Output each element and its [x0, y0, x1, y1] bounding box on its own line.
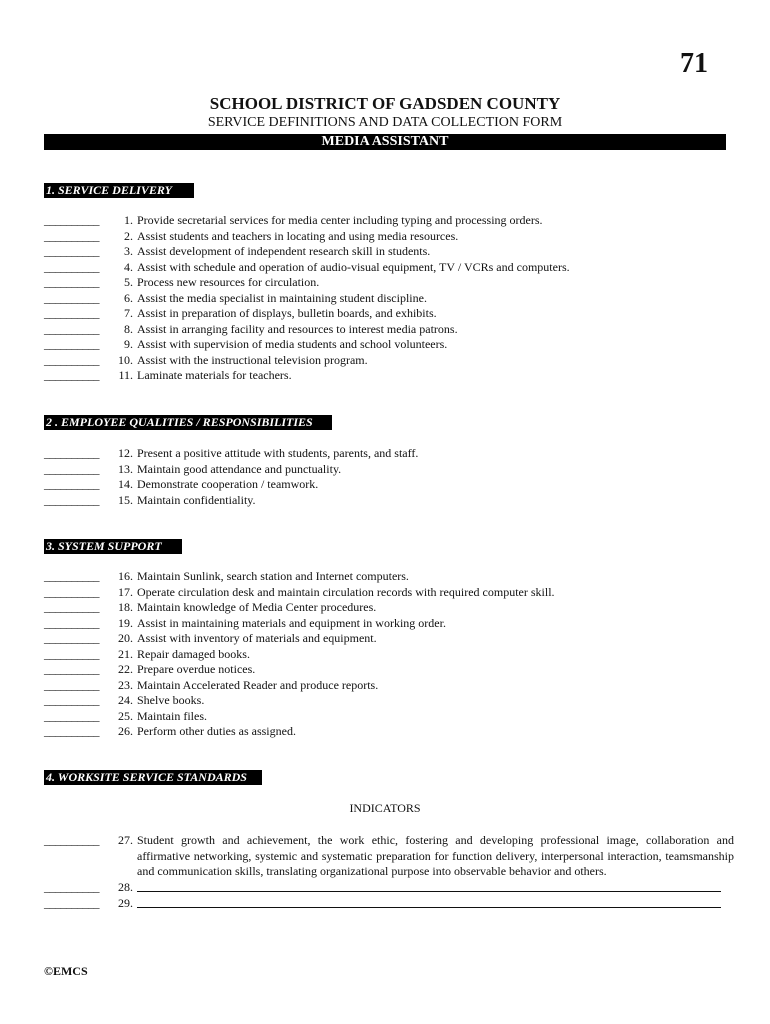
- item-number: 19.: [118, 615, 133, 630]
- list-item: [44, 306, 734, 322]
- list-item: [44, 631, 734, 647]
- list-item: [44, 693, 734, 709]
- item-number: 6.: [124, 290, 133, 305]
- list-item: [44, 322, 734, 338]
- blank-line[interactable]: __________: [44, 569, 99, 583]
- item-number: 4.: [124, 259, 133, 274]
- item-text: Assist in maintaining materials and equipment in working order.: [137, 615, 446, 630]
- list-item: [44, 647, 734, 663]
- list-item: [44, 368, 734, 384]
- list-item: [44, 477, 734, 493]
- footer-copyright: ©EMCS: [44, 964, 88, 978]
- list-item: [44, 462, 734, 478]
- item-text: Perform other duties as assigned.: [137, 724, 296, 738]
- item-number: 7.: [124, 306, 133, 320]
- item-text: Maintain Sunlink, search station and Internet computers.: [137, 569, 409, 583]
- item-number: 3.: [124, 244, 133, 258]
- item-number: 22.: [118, 662, 133, 676]
- blank-line[interactable]: __________: [44, 708, 99, 723]
- blank-line[interactable]: __________: [44, 879, 99, 894]
- blank-line[interactable]: __________: [44, 662, 99, 676]
- item-text: Laminate materials for teachers.: [137, 368, 292, 382]
- item-number: 8.: [124, 321, 133, 336]
- item-number: 16.: [118, 569, 133, 583]
- list-item: [44, 678, 734, 694]
- item-number: 20.: [118, 631, 133, 645]
- item-text: Assist with supervision of media students and school volunteers.: [137, 337, 448, 351]
- item-number: 2.: [124, 228, 133, 243]
- item-number: 26.: [118, 724, 133, 738]
- list-item: [44, 213, 734, 229]
- item-text: Maintain Accelerated Reader and produce reports.: [137, 677, 379, 692]
- list-item: [44, 275, 734, 291]
- item-number: 18.: [118, 600, 133, 614]
- blank-line[interactable]: __________: [44, 275, 99, 289]
- blank-line[interactable]: __________: [44, 259, 99, 274]
- indicators-label: INDICATORS: [349, 801, 421, 815]
- item-text: Student growth and achievement, the work ethic, fostering and developing professional image, collaboration and affirmative networking, systemic and systematic preparation for function delivery, interpersonal interaction, teamsmanship and communication skills, translating organizational purpose into observable behavior and others.: [137, 833, 734, 878]
- item-number: 29.: [118, 896, 133, 910]
- item-text: Operate circulation desk and maintain circulation records with required computer skill.: [137, 584, 555, 599]
- item-text: Assist with the instructional television program.: [137, 352, 368, 367]
- blank-line[interactable]: __________: [44, 492, 99, 507]
- section-items-service-delivery: [44, 213, 734, 384]
- blank-line[interactable]: __________: [44, 584, 99, 599]
- fill-underline[interactable]: [137, 880, 721, 892]
- item-text: Maintain good attendance and punctuality.: [137, 461, 342, 476]
- blank-line[interactable]: __________: [44, 600, 99, 614]
- item-text: Present a positive attitude with students, parents, and staff.: [137, 446, 419, 460]
- blank-line[interactable]: __________: [44, 290, 99, 305]
- item-text: Repair damaged books.: [137, 646, 250, 661]
- blank-line[interactable]: __________: [44, 446, 99, 460]
- item-text: Assist with inventory of materials and equipment.: [137, 631, 377, 645]
- blank-line[interactable]: __________: [44, 631, 99, 645]
- item-text: Maintain knowledge of Media Center procedures.: [137, 600, 377, 614]
- blank-line[interactable]: __________: [44, 213, 99, 227]
- item-number: 13.: [118, 461, 133, 476]
- item-text: Shelve books.: [137, 693, 205, 707]
- item-number: 14.: [118, 477, 133, 491]
- item-text: Demonstrate cooperation / teamwork.: [137, 477, 319, 491]
- blank-line[interactable]: __________: [44, 321, 99, 336]
- list-item: [44, 616, 734, 632]
- item-text: Assist development of independent research skill in students.: [137, 244, 431, 258]
- item-text: Maintain files.: [137, 708, 207, 723]
- list-item: [44, 585, 734, 601]
- section-items-worksite-standards: [44, 833, 734, 913]
- list-item: [44, 337, 734, 353]
- blank-line[interactable]: __________: [44, 615, 99, 630]
- item-text: Process new resources for circulation.: [137, 275, 320, 289]
- list-item: [44, 446, 734, 462]
- item-number: 11.: [118, 368, 133, 382]
- blank-line[interactable]: __________: [44, 693, 99, 707]
- section-heading-service-delivery: 1. SERVICE DELIVERY: [44, 183, 194, 198]
- page-number: 71: [680, 48, 708, 79]
- blank-line[interactable]: __________: [44, 724, 99, 738]
- blank-line[interactable]: __________: [44, 677, 99, 692]
- item-number: 12.: [118, 446, 133, 460]
- item-text: Assist in arranging facility and resources to interest media patrons.: [137, 321, 458, 336]
- item-number: 28.: [118, 879, 133, 894]
- item-fill-line[interactable]: [135, 880, 734, 897]
- list-item: [44, 291, 734, 307]
- blank-line[interactable]: __________: [44, 461, 99, 476]
- document-subtitle: SERVICE DEFINITIONS AND DATA COLLECTION FORM: [207, 115, 563, 130]
- blank-line[interactable]: __________: [44, 646, 99, 661]
- form-title-bar: MEDIA ASSISTANT: [44, 134, 726, 150]
- blank-line[interactable]: __________: [44, 337, 99, 351]
- list-item: [44, 600, 734, 616]
- blank-line[interactable]: __________: [44, 833, 99, 847]
- item-number: 5.: [124, 275, 133, 289]
- item-number: 1.: [124, 213, 133, 227]
- blank-line[interactable]: __________: [44, 896, 99, 910]
- item-number: 17.: [118, 584, 133, 599]
- section-heading-employee-qualities: 2 . EMPLOYEE QUALITIES / RESPONSIBILITIES: [44, 415, 332, 430]
- item-number: 9.: [124, 337, 133, 351]
- blank-line[interactable]: __________: [44, 477, 99, 491]
- item-text: Assist in preparation of displays, bulletin boards, and exhibits.: [137, 306, 437, 320]
- list-item: [44, 896, 734, 913]
- fill-underline[interactable]: [137, 896, 721, 908]
- item-number: 10.: [118, 352, 133, 367]
- section-heading-system-support: 3. SYSTEM SUPPORT: [44, 539, 182, 554]
- document-title: SCHOOL DISTRICT OF GADSDEN COUNTY: [209, 94, 561, 113]
- list-item: [44, 353, 734, 369]
- item-number: 27.: [118, 833, 133, 847]
- section-items-system-support: [44, 569, 734, 740]
- list-item: [44, 244, 734, 260]
- blank-line[interactable]: __________: [44, 352, 99, 367]
- item-number: 23.: [118, 677, 133, 692]
- blank-line[interactable]: __________: [44, 228, 99, 243]
- blank-line[interactable]: __________: [44, 368, 99, 382]
- blank-line[interactable]: __________: [44, 244, 99, 258]
- item-number: 25.: [118, 708, 133, 723]
- item-text: Assist with schedule and operation of audio-visual equipment, TV / VCRs and computers.: [137, 259, 570, 274]
- list-item: [44, 709, 734, 725]
- section-items-employee-qualities: [44, 446, 734, 508]
- item-text: Prepare overdue notices.: [137, 662, 256, 676]
- item-text: Assist students and teachers in locating and using media resources.: [137, 228, 459, 243]
- item-fill-line[interactable]: [135, 896, 734, 913]
- item-text: Assist the media specialist in maintaining student discipline.: [137, 290, 427, 305]
- item-number: 15.: [118, 492, 133, 507]
- list-item: [44, 493, 734, 509]
- item-number: 24.: [118, 693, 133, 707]
- section-heading-worksite-standards: 4. WORKSITE SERVICE STANDARDS: [44, 770, 262, 785]
- blank-line[interactable]: __________: [44, 306, 99, 320]
- list-item: [44, 833, 734, 880]
- item-number: 21.: [118, 646, 133, 661]
- list-item: [44, 662, 734, 678]
- list-item: [44, 260, 734, 276]
- item-text: Maintain confidentiality.: [137, 492, 256, 507]
- list-item: [44, 569, 734, 585]
- list-item: [44, 724, 734, 740]
- item-text: Provide secretarial services for media center including typing and processing orders.: [137, 213, 543, 227]
- list-item: [44, 880, 734, 897]
- list-item: [44, 229, 734, 245]
